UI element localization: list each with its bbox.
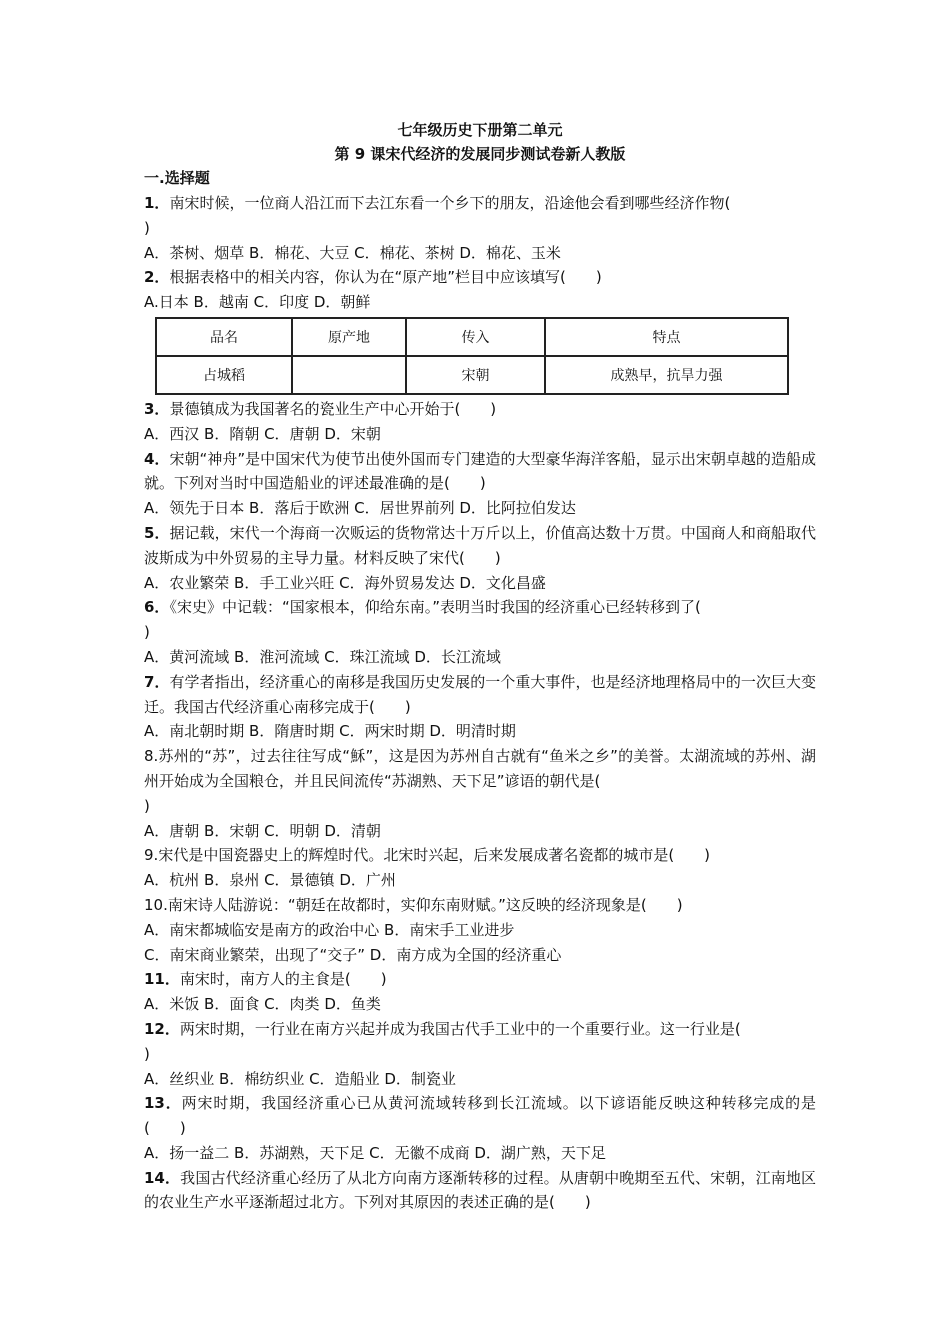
question-text: 景德镇成为我国著名的瓷业生产中心开始于( ) (169, 399, 497, 418)
question-12-options: A．丝织业 B．棉纺织业 C．造船业 D．制瓷业 (144, 1069, 456, 1088)
question-2 (144, 265, 816, 290)
question-8-options: A．唐朝 B．宋朝 C．明朝 D．清朝 (144, 821, 381, 840)
question-13-options: A．扬一益二 B．苏湖熟，天下足 C．无徽不成商 D．湖广熟，天下足 (144, 1143, 606, 1162)
question-text: 南宋诗人陆游说：“朝廷在故都时，实仰东南财赋。”这反映的经济现象是( ) (167, 895, 683, 914)
question-8 (144, 744, 816, 794)
question-6 (144, 595, 816, 620)
question-text: 我国古代经济重心经历了从北方向南方逐渐转移的过程。从唐朝中晚期至五代、宋朝，江南地区的农业生产水平逐渐超过北方。下列对其原因的表述正确的是( ) (144, 1168, 817, 1212)
question-2-options: A.日本 B．越南 C．印度 D．朝鲜 (144, 293, 371, 312)
question-3-options: A．西汉 B．隋朝 C．唐朝 D．宋朝 (144, 424, 381, 443)
question-number: 3． (144, 399, 170, 418)
table-cell: 成熟早，抗旱力强 (545, 356, 788, 394)
question-text-cont: ) (144, 796, 150, 815)
question-text-cont: ) (144, 623, 150, 642)
question-9-options: A．杭州 B．泉州 C．景德镇 D．广州 (144, 871, 396, 890)
question-10 (144, 893, 816, 918)
rice-info-table (155, 317, 789, 395)
question-number: 14． (144, 1168, 181, 1187)
question-4-options: A．领先于日本 B．落后于欧洲 C．居世界前列 D．比阿拉伯发达 (144, 499, 576, 518)
document-title: 七年级历史下册第二单元 (397, 121, 563, 139)
question-11 (144, 967, 816, 992)
question-10-options: A．南宋都城临安是南方的政治中心 B．南宋手工业进步 (144, 920, 515, 939)
question-text: 苏州的“苏”，过去往往写成“穌”，这是因为苏州自古就有“鱼米之乡”的美誉。太湖流域的苏州、湖州开始成为全国粮仓，并且民间流传“苏湖熟、天下足”谚语的朝代是( (144, 747, 816, 790)
question-5 (144, 521, 816, 571)
document-page (144, 118, 816, 1215)
question-text: 有学者指出，经济重心的南移是我国历史发展的一个重大事件，也是经济地理格局中的一次巨大变迁。我国古代经济重心南移完成于( ) (144, 672, 816, 716)
question-text: 南宋时，南方人的主食是( ) (179, 970, 387, 989)
question-number: 9. (144, 846, 159, 865)
table-cell (292, 356, 406, 394)
question-number: 8. (144, 747, 159, 766)
question-text: 宋朝“神舟”是中国宋代为使节出使外国而专门建造的大型豪华海洋客船，显示出宋朝卓越的造船成就。下列对当时中国造船业的评述最准确的是( ) (144, 449, 817, 493)
question-text: 两宋时期，我国经济重心已从黄河流域转移到长江流域。以下谚语能反映这种转移完成的是( ) (144, 1094, 816, 1138)
table-header-cell: 品名 (156, 318, 292, 356)
question-number: 1． (144, 194, 170, 212)
table-header-cell: 特点 (545, 318, 788, 356)
question-12 (144, 1017, 816, 1042)
question-number: 4． (144, 449, 170, 468)
section-heading: 一.选择题 (144, 169, 210, 187)
table-header-row (156, 318, 788, 356)
question-1-options: A．茶树、烟草 B．棉花、大豆 C．棉花、茶树 D．棉花、玉米 (144, 243, 561, 262)
question-number: 11． (144, 970, 180, 989)
question-3 (144, 397, 816, 422)
question-11-options: A．米饭 B．面食 C．肉类 D．鱼类 (144, 995, 381, 1014)
question-1 (144, 191, 816, 216)
question-number: 13． (144, 1094, 182, 1113)
question-text: 根据表格中的相关内容，你认为在“原产地”栏目中应该填写( ) (169, 268, 602, 287)
question-number: 10. (144, 895, 168, 914)
question-4 (144, 447, 816, 497)
question-9 (144, 843, 816, 868)
question-text: 两宋时期，一行业在南方兴起并成为我国古代手工业中的一个重要行业。这一行业是( (179, 1019, 741, 1038)
question-text-cont: ) (144, 218, 150, 237)
document-subtitle: 第 9 课宋代经济的发展同步测试卷新人教版 (334, 145, 626, 163)
question-text: 南宋时候，一位商人沿江而下去江东看一个乡下的朋友，沿途他会看到哪些经济作物( (169, 194, 731, 212)
table-header-cell: 原产地 (292, 318, 406, 356)
question-7 (144, 670, 816, 720)
question-text-cont: ) (144, 1044, 150, 1063)
question-number: 7． (144, 672, 170, 691)
table-row (156, 356, 788, 394)
question-5-options: A．农业繁荣 B．手工业兴旺 C．海外贸易发达 D．文化昌盛 (144, 573, 546, 592)
question-text: 《宋史》中记载：“国家根本，仰给东南。”表明当时我国的经济重心已经转移到了( (169, 598, 701, 617)
question-6-options: A．黄河流域 B．淮河流域 C．珠江流域 D．长江流域 (144, 647, 501, 666)
table-header-cell: 传入 (406, 318, 545, 356)
question-13 (144, 1091, 816, 1141)
question-10-options-2: C．南宋商业繁荣，出现了“交子” D．南方成为全国的经济重心 (144, 945, 562, 964)
question-number: 2． (144, 268, 170, 287)
question-number: 5． (144, 523, 170, 542)
question-14 (144, 1166, 816, 1216)
question-7-options: A．南北朝时期 B．隋唐时期 C．两宋时期 D．明清时期 (144, 722, 516, 741)
question-text: 据记载，宋代一个海商一次贩运的货物常达十万斤以上，价值高达数十万贯。中国商人和商船取代波斯成为中外贸易的主导力量。材料反映了宋代( ) (144, 523, 816, 567)
table-cell: 占城稻 (156, 356, 292, 394)
question-text: 宋代是中国瓷器史上的辉煌时代。北宋时兴起，后来发展成著名瓷都的城市是( ) (158, 846, 711, 865)
table-cell: 宋朝 (406, 356, 545, 394)
question-number: 12． (144, 1019, 180, 1038)
question-number: 6． (144, 598, 170, 617)
